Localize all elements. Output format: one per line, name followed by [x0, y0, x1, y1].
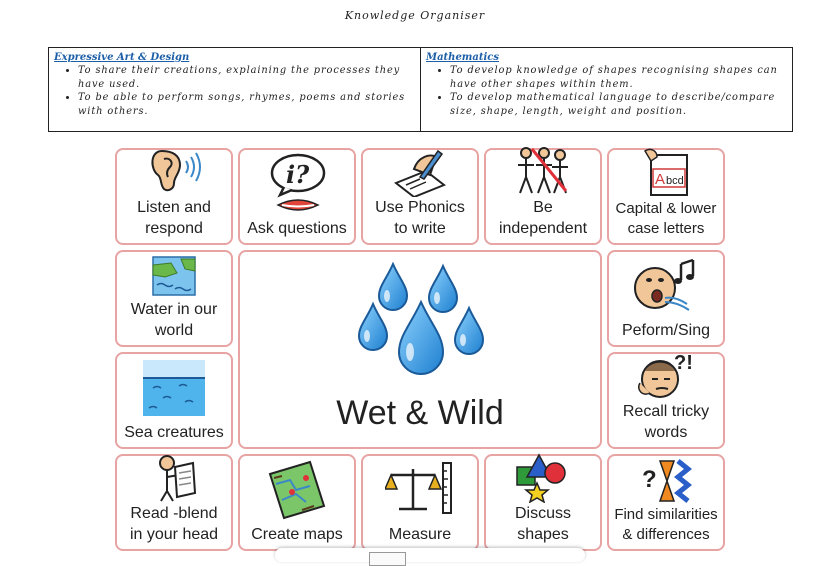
card-ask [238, 148, 356, 245]
topic-center-panel [238, 250, 602, 449]
ear-icon [144, 145, 204, 197]
thinking-head-icon [636, 349, 696, 401]
singing-face-icon [631, 256, 701, 316]
card-recall [607, 352, 725, 449]
objective-heading: Mathematics [426, 52, 499, 63]
card-label: Discuss shapes [514, 505, 571, 543]
card-label: Recall tricky words [622, 403, 710, 441]
card-read [115, 454, 233, 551]
card-label: Capital & lower case letters [615, 200, 717, 237]
card-shapes [484, 454, 602, 551]
sea-icon [141, 358, 207, 418]
card-label: Water in our world [130, 301, 218, 339]
card-label: Peform/Sing [621, 322, 711, 339]
objective-item: • To be able to perform songs, rhymes, poems and stories with others. [78, 91, 414, 118]
card-label: Ask questions [247, 220, 347, 237]
toolbar-control[interactable] [369, 552, 406, 566]
svg-text:i?: i? [286, 160, 310, 189]
card-label: Read -blend in your head [129, 505, 219, 543]
objective-item: • To develop knowledge of shapes recognising shapes can have other shapes within them. [450, 64, 786, 91]
card-label: Measure [388, 526, 452, 543]
pen-writing-icon [390, 147, 450, 197]
svg-text:A: A [655, 171, 666, 188]
card-label: Listen and respond [137, 199, 211, 237]
card-listen [115, 148, 233, 245]
page-toolbar [275, 548, 585, 562]
svg-text:bcd: bcd [666, 175, 684, 187]
abcd-letters-icon [637, 147, 695, 199]
card-label: Sea creatures [124, 424, 224, 441]
card-water-world [115, 250, 233, 347]
objective-heading: Expressive Art & Design [54, 52, 190, 63]
card-label: Create maps [251, 526, 343, 543]
card-maps [238, 454, 356, 551]
card-measure [361, 454, 479, 551]
card-phonics [361, 148, 479, 245]
question-mouth-icon [262, 153, 332, 215]
scales-ruler-icon [385, 461, 455, 519]
card-label: Find similarities & differences [614, 506, 718, 543]
svg-text:?: ? [642, 465, 657, 493]
shapes-icon [515, 453, 571, 503]
svg-text:?!: ?! [674, 352, 693, 374]
page-title: Knowledge Organiser [344, 9, 486, 22]
topic-title: Wet & Wild [336, 394, 504, 432]
objectives-table [48, 47, 793, 132]
card-capital [607, 148, 725, 245]
reading-person-icon [149, 453, 199, 503]
independent-people-icon [512, 145, 574, 197]
compare-icon [640, 457, 692, 505]
card-sea [115, 352, 233, 449]
water-drops-icon [355, 262, 491, 384]
objective-column-maths [420, 48, 792, 131]
card-label: Be independent [498, 199, 588, 237]
objective-item: • To share their creations, explaining the processes they have used. [78, 64, 414, 91]
card-perform [607, 250, 725, 347]
card-independent [484, 148, 602, 245]
card-label: Use Phonics to write [375, 199, 465, 237]
objective-column-art [49, 48, 420, 131]
map-icon [266, 460, 328, 520]
card-compare [607, 454, 725, 551]
objective-item: • To develop mathematical language to describe/compare size, shape, length, weight and position. [450, 91, 786, 118]
water-map-icon [151, 255, 197, 297]
